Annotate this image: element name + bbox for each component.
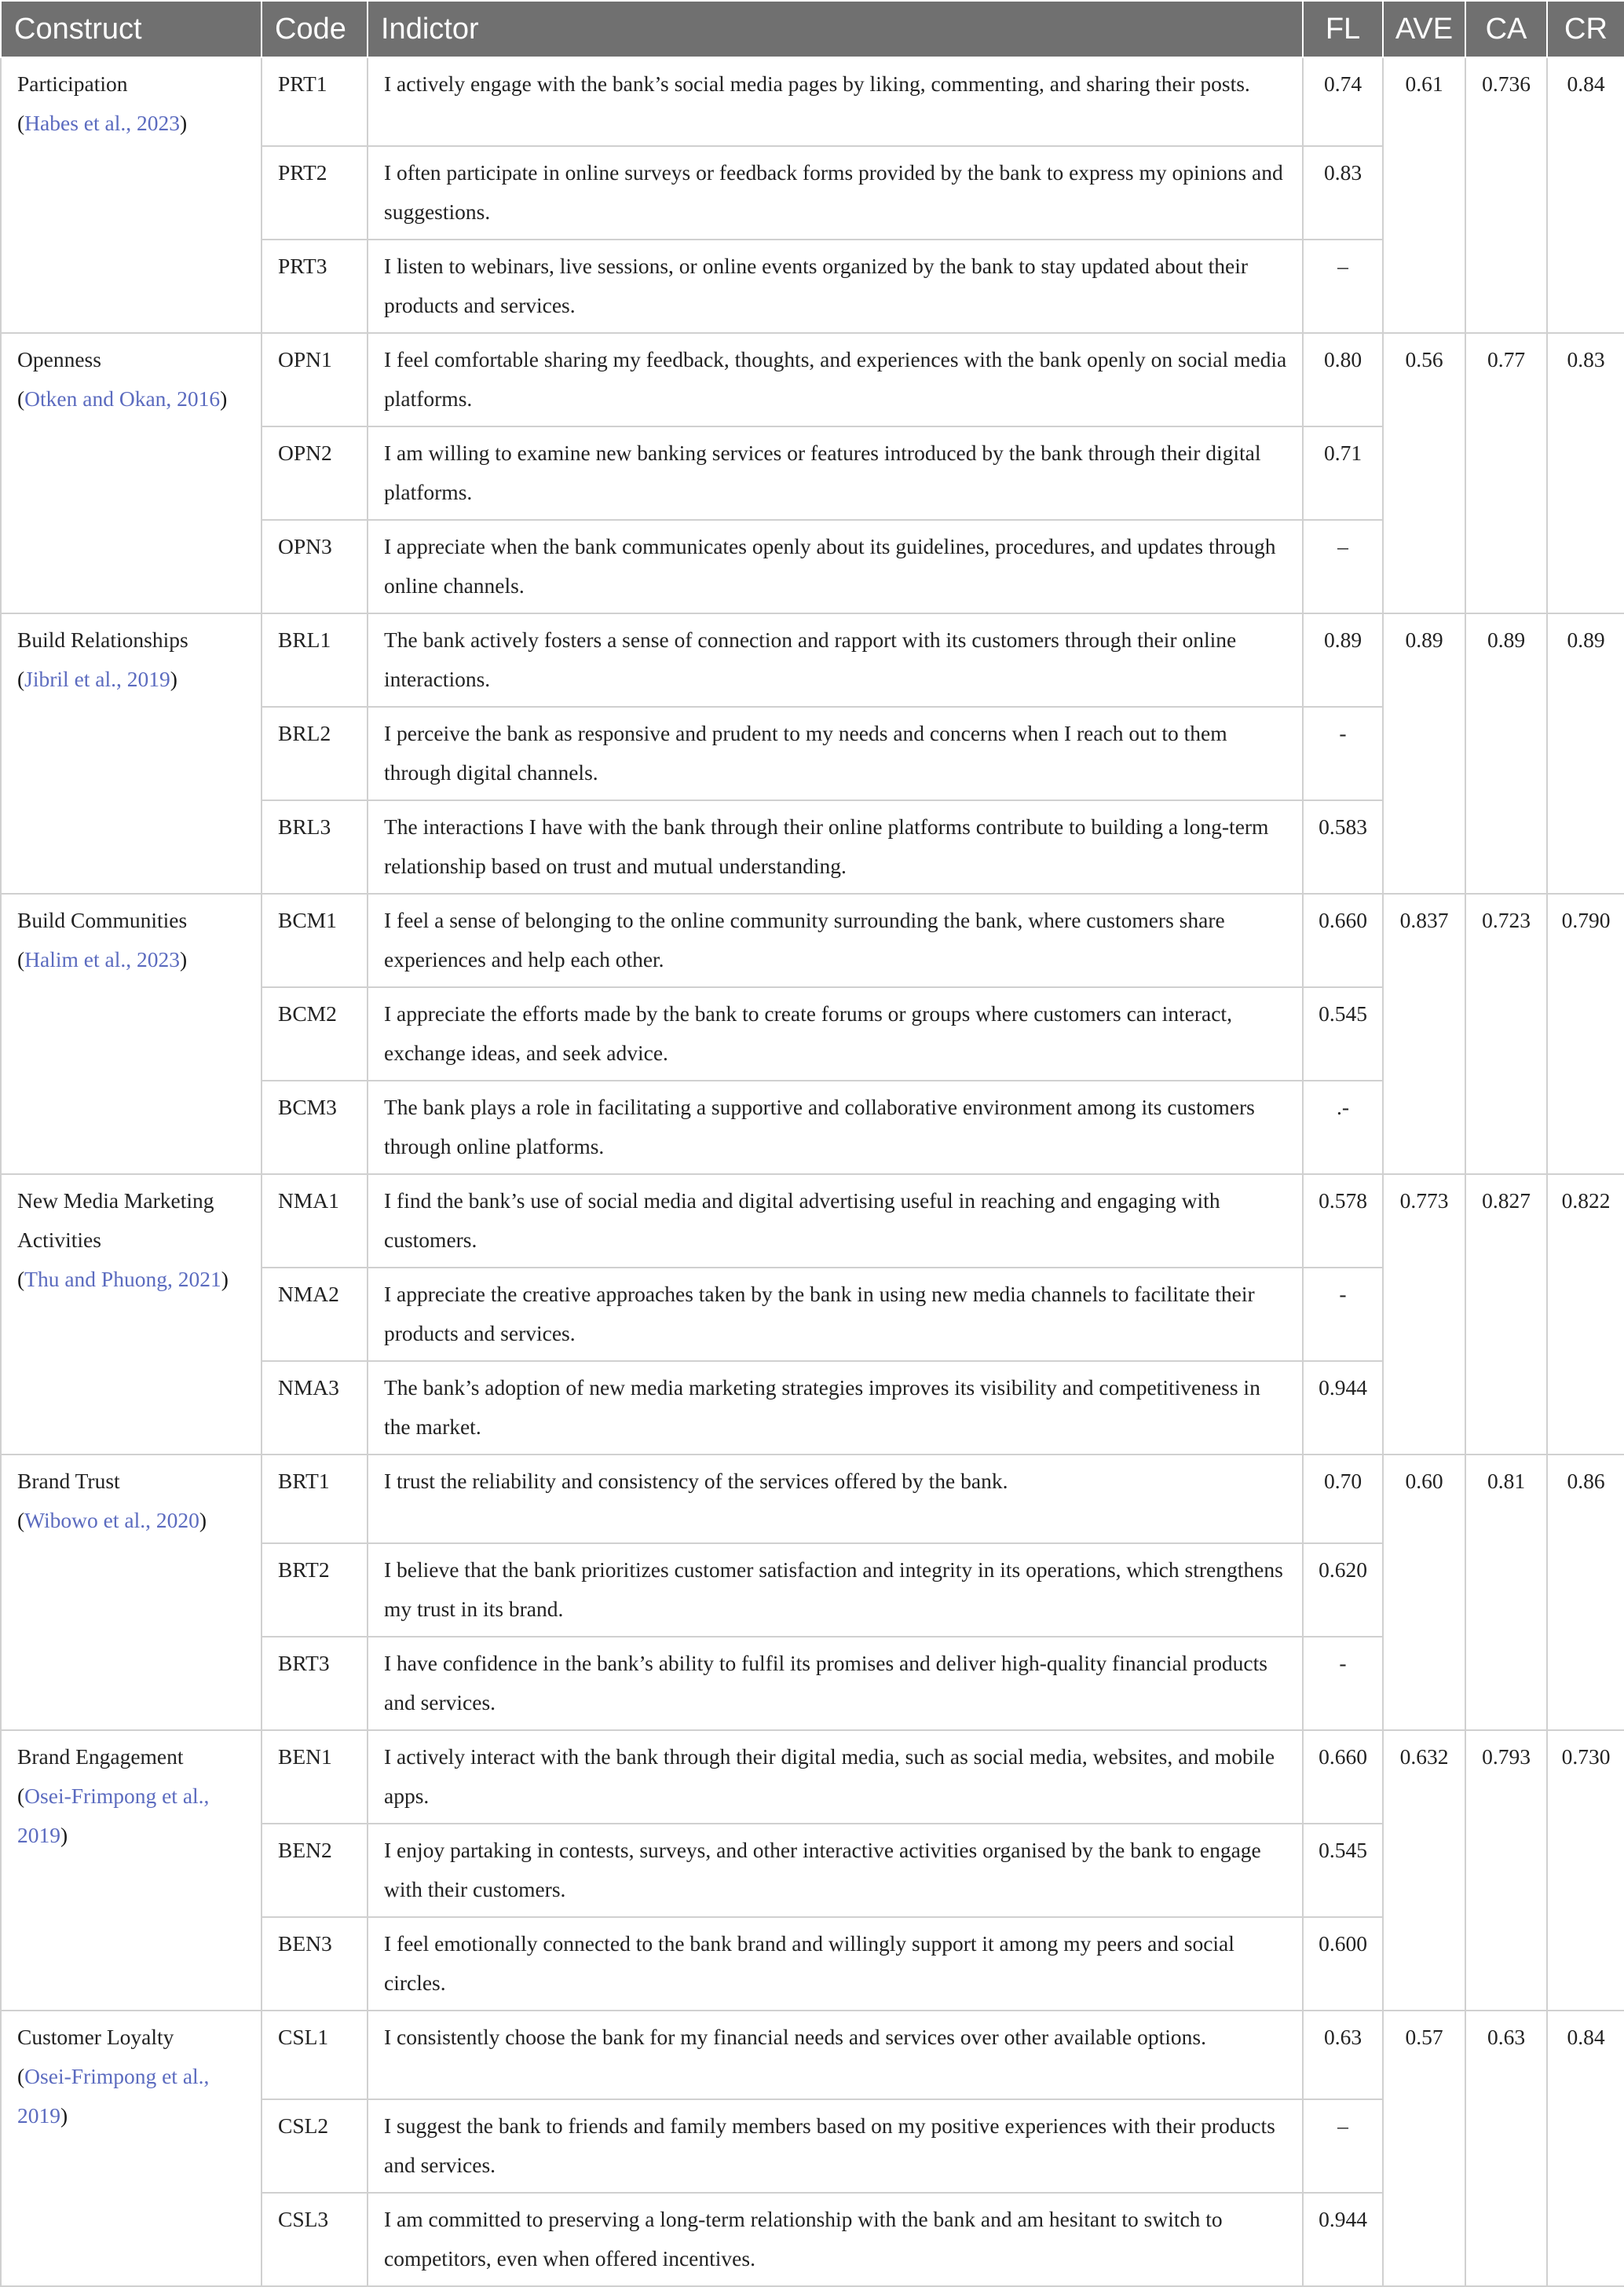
construct-ave: 0.773: [1383, 1174, 1465, 1455]
construct-cell: [1, 894, 262, 1174]
table-header: [1, 1, 1624, 57]
citation-open-paren: (: [17, 1508, 25, 1532]
construct-ave: 0.61: [1383, 57, 1465, 333]
item-code: NMA3: [262, 1361, 368, 1455]
table-row: [1, 613, 1624, 707]
item-indicator-text: I perceive the bank as responsive and prudent to my needs and concerns when I reach out to them through digital channels.: [368, 707, 1303, 800]
construct-cell: [1, 2011, 262, 2286]
construct-ca: 0.793: [1465, 1730, 1547, 2011]
citation-link[interactable]: Osei-Frimpong et al., 2019: [17, 2064, 210, 2128]
construct-ca: 0.827: [1465, 1174, 1547, 1455]
construct-citation: [17, 940, 248, 979]
item-factor-loading: 0.89: [1303, 613, 1383, 707]
item-code: OPN1: [262, 333, 368, 426]
construct-ave: 0.57: [1383, 2011, 1465, 2286]
header-cr: CR: [1547, 1, 1624, 57]
construct-ave: 0.89: [1383, 613, 1465, 894]
item-indicator-text: I have confidence in the bank’s ability to fulfil its promises and deliver high-quality financial products and services.: [368, 1637, 1303, 1730]
item-factor-loading: .-: [1303, 1081, 1383, 1174]
item-code: PRT1: [262, 57, 368, 146]
citation-link[interactable]: Jibril et al., 2019: [24, 667, 170, 691]
item-factor-loading: -: [1303, 1268, 1383, 1361]
item-code: PRT3: [262, 240, 368, 333]
construct-name: Build Relationships: [17, 628, 188, 652]
construct-citation: [17, 1501, 248, 1540]
item-factor-loading: 0.80: [1303, 333, 1383, 426]
item-indicator-text: I believe that the bank prioritizes customer satisfaction and integrity in its operations, which strengthens my trust in its brand.: [368, 1543, 1303, 1637]
citation-open-paren: (: [17, 2064, 25, 2088]
table-row: [1, 57, 1624, 146]
construct-name: Build Communities: [17, 908, 188, 932]
item-indicator-text: I often participate in online surveys or feedback forms provided by the bank to express my opinions and suggestions.: [368, 146, 1303, 240]
item-factor-loading: –: [1303, 520, 1383, 613]
item-factor-loading: –: [1303, 240, 1383, 333]
construct-cell: [1, 1455, 262, 1730]
item-indicator-text: I appreciate the creative approaches taken by the bank in using new media channels to facilitate their products and services.: [368, 1268, 1303, 1361]
construct-ave: 0.632: [1383, 1730, 1465, 2011]
item-factor-loading: 0.545: [1303, 987, 1383, 1081]
construct-citation: [17, 1777, 248, 1855]
item-factor-loading: 0.660: [1303, 894, 1383, 987]
construct-cr: 0.89: [1547, 613, 1624, 894]
item-code: BRT2: [262, 1543, 368, 1637]
citation-link[interactable]: Thu and Phuong, 2021: [24, 1267, 221, 1291]
item-indicator-text: I appreciate the efforts made by the bank to create forums or groups where customers can interact, exchange ideas, and seek advice.: [368, 987, 1303, 1081]
item-code: BRL3: [262, 800, 368, 894]
header-construct: Construct: [1, 1, 262, 57]
item-indicator-text: I am willing to examine new banking services or features introduced by the bank through their digital platforms.: [368, 426, 1303, 520]
item-indicator-text: I actively engage with the bank’s social media pages by liking, commenting, and sharing their posts.: [368, 57, 1303, 146]
construct-cell: [1, 1174, 262, 1455]
construct-name: Brand Engagement: [17, 1744, 184, 1769]
item-factor-loading: 0.944: [1303, 2193, 1383, 2286]
citation-link[interactable]: Otken and Okan, 2016: [24, 386, 221, 411]
construct-citation: [17, 1260, 248, 1299]
item-code: BCM1: [262, 894, 368, 987]
item-indicator-text: The bank’s adoption of new media marketing strategies improves its visibility and competitiveness in the market.: [368, 1361, 1303, 1455]
citation-open-paren: (: [17, 667, 25, 691]
construct-name: New Media Marketing Activities: [17, 1188, 214, 1252]
construct-citation: [17, 2057, 248, 2135]
table-row: [1, 333, 1624, 426]
item-indicator-text: I feel emotionally connected to the bank brand and willingly support it among my peers and social circles.: [368, 1917, 1303, 2011]
table-row: [1, 1730, 1624, 1824]
item-factor-loading: 0.63: [1303, 2011, 1383, 2099]
construct-cell: [1, 613, 262, 894]
construct-cr: 0.83: [1547, 333, 1624, 613]
construct-name: Brand Trust: [17, 1469, 120, 1493]
header-indicator: Indictor: [368, 1, 1303, 57]
item-factor-loading: 0.545: [1303, 1824, 1383, 1917]
item-code: BEN3: [262, 1917, 368, 2011]
construct-cr: 0.84: [1547, 57, 1624, 333]
construct-name: Participation: [17, 71, 128, 96]
construct-cr: 0.730: [1547, 1730, 1624, 2011]
item-code: BEN2: [262, 1824, 368, 1917]
header-code: Code: [262, 1, 368, 57]
construct-name: Customer Loyalty: [17, 2025, 174, 2049]
item-code: BCM3: [262, 1081, 368, 1174]
citation-close-paren: ): [220, 386, 228, 411]
item-code: BRL2: [262, 707, 368, 800]
construct-citation: [17, 379, 248, 419]
citation-open-paren: (: [17, 1267, 25, 1291]
construct-cr: 0.84: [1547, 2011, 1624, 2286]
construct-name: Openness: [17, 347, 101, 371]
header-ave: AVE: [1383, 1, 1465, 57]
table-body: [1, 57, 1624, 2286]
construct-ave: 0.837: [1383, 894, 1465, 1174]
construct-citation: [17, 660, 248, 699]
item-factor-loading: 0.74: [1303, 57, 1383, 146]
citation-open-paren: (: [17, 1784, 25, 1808]
item-indicator-text: I am committed to preserving a long-term relationship with the bank and am hesitant to switch to competitors, even when offered incentives.: [368, 2193, 1303, 2286]
citation-close-paren: ): [179, 947, 188, 972]
item-code: BRT1: [262, 1455, 368, 1543]
item-indicator-text: I enjoy partaking in contests, surveys, and other interactive activities organised by the bank to engage with their customers.: [368, 1824, 1303, 1917]
table-row: [1, 1455, 1624, 1543]
item-indicator-text: I feel comfortable sharing my feedback, thoughts, and experiences with the bank openly on social media platforms.: [368, 333, 1303, 426]
citation-close-paren: ): [60, 1823, 68, 1847]
construct-cell: [1, 333, 262, 613]
header-fl: FL: [1303, 1, 1383, 57]
item-indicator-text: I actively interact with the bank through their digital media, such as social media, websites, and mobile apps.: [368, 1730, 1303, 1824]
item-code: NMA1: [262, 1174, 368, 1268]
citation-close-paren: ): [60, 2103, 68, 2128]
table-row: [1, 1174, 1624, 1268]
item-indicator-text: The bank plays a role in facilitating a supportive and collaborative environment among its customers through online platforms.: [368, 1081, 1303, 1174]
item-factor-loading: 0.600: [1303, 1917, 1383, 2011]
item-indicator-text: I listen to webinars, live sessions, or online events organized by the bank to stay updated about their products and services.: [368, 240, 1303, 333]
item-factor-loading: -: [1303, 1637, 1383, 1730]
construct-ca: 0.723: [1465, 894, 1547, 1174]
item-indicator-text: I trust the reliability and consistency of the services offered by the bank.: [368, 1455, 1303, 1543]
item-factor-loading: –: [1303, 2099, 1383, 2193]
item-factor-loading: 0.944: [1303, 1361, 1383, 1455]
citation-link[interactable]: Habes et al., 2023: [24, 111, 180, 135]
item-factor-loading: -: [1303, 707, 1383, 800]
item-factor-loading: 0.578: [1303, 1174, 1383, 1268]
item-code: OPN2: [262, 426, 368, 520]
construct-cr: 0.86: [1547, 1455, 1624, 1730]
construct-cr: 0.822: [1547, 1174, 1624, 1455]
item-code: CSL1: [262, 2011, 368, 2099]
construct-citation: [17, 104, 248, 143]
citation-close-paren: ): [199, 1508, 207, 1532]
item-code: OPN3: [262, 520, 368, 613]
item-indicator-text: The interactions I have with the bank through their online platforms contribute to building a long-term relationship based on trust and mutual understanding.: [368, 800, 1303, 894]
construct-ave: 0.60: [1383, 1455, 1465, 1730]
header-ca: CA: [1465, 1, 1547, 57]
item-indicator-text: I appreciate when the bank communicates openly about its guidelines, procedures, and updates through online channels.: [368, 520, 1303, 613]
item-indicator-text: I find the bank’s use of social media and digital advertising useful in reaching and engaging with customers.: [368, 1174, 1303, 1268]
construct-ca: 0.736: [1465, 57, 1547, 333]
citation-link[interactable]: Osei-Frimpong et al., 2019: [17, 1784, 210, 1847]
item-indicator-text: The bank actively fosters a sense of connection and rapport with its customers through their online interactions.: [368, 613, 1303, 707]
citation-link[interactable]: Halim et al., 2023: [24, 947, 180, 972]
citation-close-paren: ): [170, 667, 177, 691]
citation-open-paren: (: [17, 947, 25, 972]
citation-open-paren: (: [17, 111, 25, 135]
item-factor-loading: 0.71: [1303, 426, 1383, 520]
item-factor-loading: 0.83: [1303, 146, 1383, 240]
item-code: BEN1: [262, 1730, 368, 1824]
item-factor-loading: 0.620: [1303, 1543, 1383, 1637]
item-indicator-text: I suggest the bank to friends and family members based on my positive experiences with their products and services.: [368, 2099, 1303, 2193]
construct-ca: 0.77: [1465, 333, 1547, 613]
item-indicator-text: I feel a sense of belonging to the online community surrounding the bank, where customers share experiences and help each other.: [368, 894, 1303, 987]
table-row: [1, 894, 1624, 987]
item-code: BRT3: [262, 1637, 368, 1730]
citation-close-paren: ): [179, 111, 188, 135]
item-factor-loading: 0.660: [1303, 1730, 1383, 1824]
construct-cell: [1, 57, 262, 333]
construct-cell: [1, 1730, 262, 2011]
citation-link[interactable]: Wibowo et al., 2020: [24, 1508, 199, 1532]
citation-open-paren: (: [17, 386, 25, 411]
construct-ca: 0.81: [1465, 1455, 1547, 1730]
construct-ave: 0.56: [1383, 333, 1465, 613]
item-factor-loading: 0.70: [1303, 1455, 1383, 1543]
table-row: [1, 2011, 1624, 2099]
item-code: CSL2: [262, 2099, 368, 2193]
item-factor-loading: 0.583: [1303, 800, 1383, 894]
item-code: BRL1: [262, 613, 368, 707]
item-code: NMA2: [262, 1268, 368, 1361]
item-code: PRT2: [262, 146, 368, 240]
construct-cr: 0.790: [1547, 894, 1624, 1174]
construct-ca: 0.63: [1465, 2011, 1547, 2286]
item-code: CSL3: [262, 2193, 368, 2286]
item-code: BCM2: [262, 987, 368, 1081]
citation-close-paren: ): [221, 1267, 229, 1291]
construct-ca: 0.89: [1465, 613, 1547, 894]
item-indicator-text: I consistently choose the bank for my financial needs and services over other available options.: [368, 2011, 1303, 2099]
